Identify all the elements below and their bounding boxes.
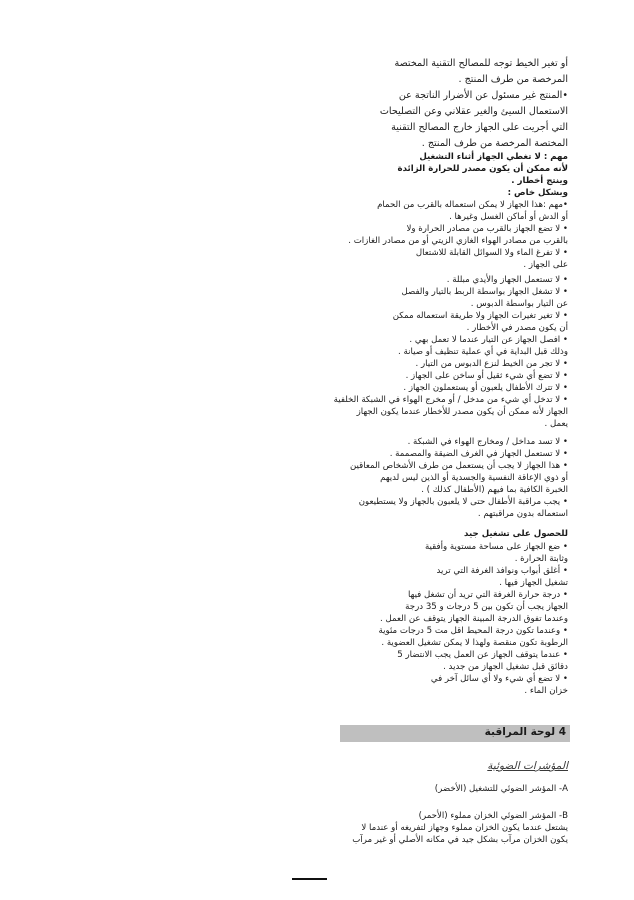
safety-line: أن يكون مصدر في الأخطار . <box>466 323 568 333</box>
warning-line: مهم : لا تغطي الجهاز أثناء التشغيل <box>419 152 568 162</box>
intro-line: •المنتج غير مسئول عن الأضرار الناتجة عن <box>398 90 568 101</box>
operation-line: • درجة حرارة الغرفة التي تريد أن تشغل فيها <box>407 590 568 600</box>
operation-line: • لا تضع أي شيء ولا أي سائل آخر في <box>430 674 568 684</box>
safety-line: • افصل الجهاز عن التيار عندما لا تعمل بهي . <box>409 335 568 345</box>
warning-line: وبشكل خاص : <box>507 188 568 198</box>
page-footer-rule <box>292 878 327 880</box>
intro-line: المرخصة من طرف المنتج . <box>458 74 568 85</box>
indicators-heading: المؤشرات الضوئية <box>487 760 568 772</box>
indicator-b-line: يشتعل عندما يكون الخزان مملوء وجهاز لتفريغه أو عندما لا <box>361 823 568 833</box>
operation-line: • وعندما تكون درجة المحيط اقل مت 5 درجات مئوية <box>378 626 568 636</box>
safety-line: • لا تستعمل الجهاز والأيدي مبللة . <box>446 275 568 285</box>
operation-line: خزان الماء . <box>524 686 568 696</box>
indicator-b-line: يكون الخزان مرآب بشكل جيد في مكانه الأصلي أو غير مرآب <box>352 835 568 845</box>
safety-line: • لا تجر من الخيط لنزع الدبوس من التيار . <box>415 359 568 369</box>
operation-line: وعندما تفوق الدرجة المبينة الجهاز يتوقف عن العمل . <box>380 614 568 624</box>
operation-line: • ضع الجهاز على مساحة مستوية وأفقية <box>424 542 568 552</box>
section-title <box>485 726 566 738</box>
safety-line: الجهاز لأنه ممكن أن يكون مصدر للأخطار عندما يكون الجهاز <box>356 407 568 417</box>
safety-line: • لا تسد مداخل / ومخارج الهواء في الشبكة . <box>407 437 568 447</box>
intro-line: التي أجريت على الجهاز خارج المصالح التقنية <box>391 122 568 133</box>
safety-line: استعماله بدون مراقبتهم . <box>477 509 568 519</box>
safety-line: • لا تضع أي شيء ثقيل أو ساخن على الجهاز . <box>405 371 568 381</box>
safety-line: • هذا الجهاز لا يجب أن يستعمل من طرف الأشخاص المعاقين <box>349 461 568 471</box>
operation-line: دقائق قبل تشغيل الجهاز من جديد . <box>443 662 568 672</box>
safety-line: وذلك قبل البداية في أي عملية تنظيف أو صيانة . <box>398 347 568 357</box>
warning-line: لأنه ممكن أن يكون مصدر للحرارة الزائدة <box>397 164 568 174</box>
safety-line: • يجب مراقبة الأطفال حتى لا يلعبون بالجهاز ولا يستطيعون <box>358 497 568 507</box>
section-number: 4 <box>558 726 566 738</box>
operation-line: وثابتة الحرارة . <box>514 554 568 564</box>
operation-line: الرطوبة تكون منقصة ولهذا لا يمكن تشغيل العضوية . <box>381 638 568 648</box>
operation-line: تشغيل الجهاز فيها . <box>499 578 568 588</box>
safety-line: يعمل . <box>544 419 568 429</box>
intro-line: المختصة المرخصة من طرف المنتج . <box>421 138 568 149</box>
safety-line: • لا تضع الجهاز بالقرب من مصادر الحرارة ولا <box>406 224 568 234</box>
safety-line: أو ذوي الإعاقة النفسية والجسدية أو الذين ليس لديهم <box>380 473 568 483</box>
indicator-b-title: B- المؤشر الضوئي الخزان مملوء (الأحمر) <box>418 811 568 821</box>
safety-line: • لا تفرغ الماء ولا السوائل القابلة للاشتعال <box>415 248 568 258</box>
section-header-bar <box>340 725 570 742</box>
safety-line: الخبرة الكافية بما فيهم (الأطفال كذلك ) . <box>421 485 568 495</box>
intro-line: أو تغير الخيط توجه للمصالح التقنية المختصة <box>394 58 568 69</box>
safety-line: على الجهاز . <box>523 260 568 270</box>
intro-line: الاستعمال السيئ والغير عقلاني وعن التصليحات <box>379 106 568 117</box>
good-operation-heading: للحصول على تشغيل جيد <box>464 529 568 539</box>
safety-line: • لا تشغل الجهاز بواسطة الربط بالتيار والفصل <box>401 287 568 297</box>
safety-line: • لا تستعمل الجهاز في الغرف الضيقة والمصممة . <box>389 449 568 459</box>
safety-line: بالقرب من مصادر الهواء الغازي الزيتي أو من مصادر الغازات . <box>348 236 568 246</box>
safety-line: •مهم :هذا الجهاز لا يمكن استعماله بالقرب من الحمام <box>377 200 568 210</box>
operation-line: • عندما يتوقف الجهاز عن العمل يجب الانتضار 5 <box>397 650 568 660</box>
safety-line: عن التيار بواسطة الدبوس . <box>470 299 568 309</box>
warning-line: وينتج أخطار . <box>511 176 568 186</box>
operation-line: • أغلق أبواب ونوافذ الغرفة التي تريد <box>436 566 568 576</box>
operation-line: الجهاز يجب أن تكون بين 5 درجات و 35 درجة <box>405 602 568 612</box>
safety-line: • لا تترك الأطفال يلعبون أو يستعملون الجهاز . <box>403 383 568 393</box>
indicator-a: A- المؤشر الضوئي للتشغيل (الأخضر) <box>434 784 568 794</box>
section-title-text: لوحة المراقبة <box>484 726 556 738</box>
safety-line: أو الدش أو أماكن الغسل وغيرها . <box>449 212 568 222</box>
safety-line: • لا تدخل أي شيء من مدخل / أو مخرج الهواء في الشبكة الخلفية <box>333 395 568 405</box>
safety-line: • لا تغير تغيرات الجهاز ولا طريقة استعماله ممكن <box>392 311 568 321</box>
